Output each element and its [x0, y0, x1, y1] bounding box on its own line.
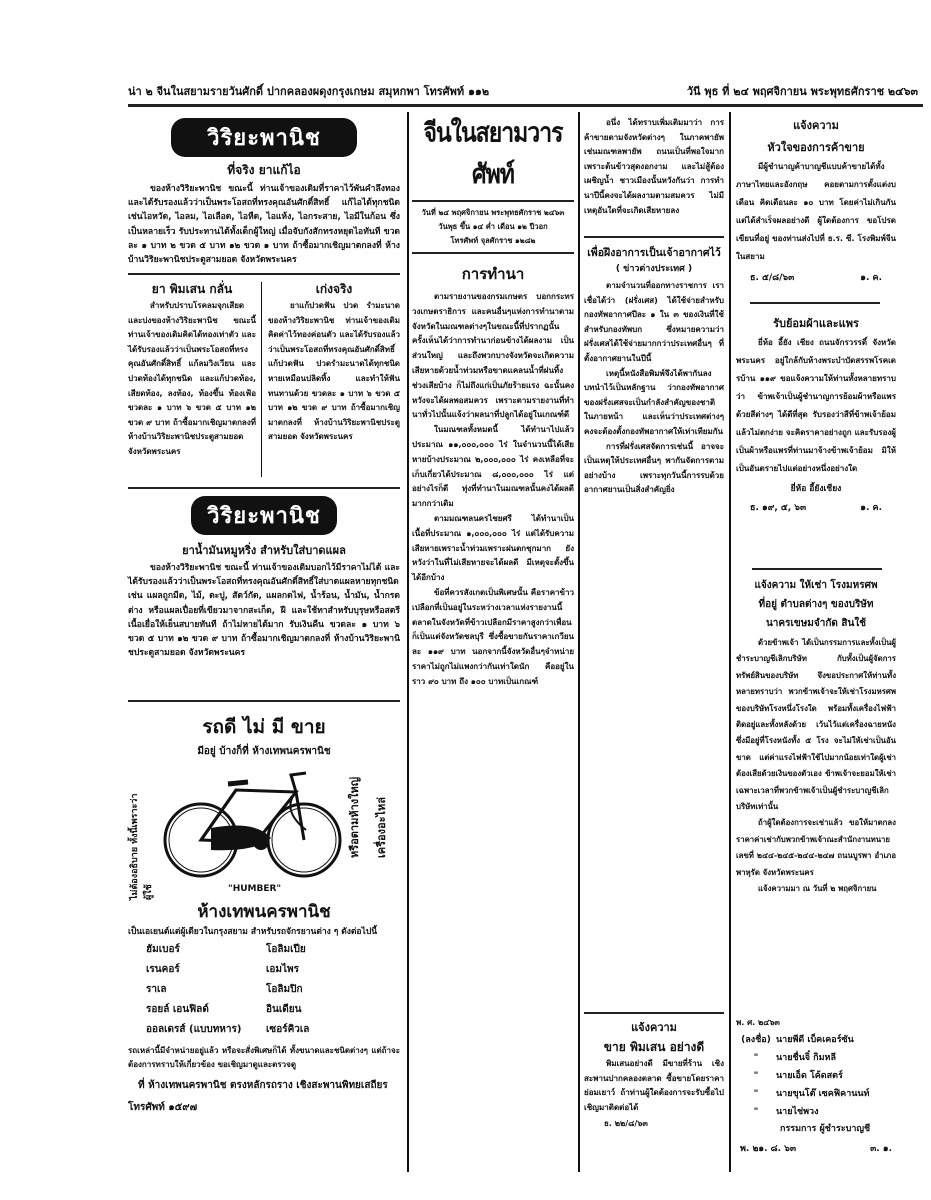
notice-dyeing: [736, 314, 896, 514]
notice-signatories: [736, 1016, 906, 1155]
brand-label: "HUMBER": [228, 884, 282, 894]
signatory-row: " นายขุนโต๊ เซคฟิคานนท์: [753, 1089, 870, 1099]
header-rule: [128, 104, 923, 107]
ad-body: ของห้างวิริยะพานิช ขณะนี้ ท่านเจ้าของเดิมบอกไว้มีราคาไม่ได้ และได้รับรองแล้วว่าเป็นพระโอสถที่ทรงคุณอันศักดิ์สิทธิ์ใส่บาดแผลหายทุกชนิด เช่น แผลถูกมีด, ไม้, ตะปู, สัตว์กัด, แผลกดไฟ, น้ำร้อน, น้ำมัน, น้ำกรดต่าง หรือแผลเปื่อยที่เขียวมาจากสะเก็ด, ฝี และใช้ทาสำหรับบุรุษหรือสตรีเนื้อเยื่อให้เย็นสบายทันที ถ้าไม่หายได้มาก รับเงินคืน ขวดละ ๑ บาท ๖ ขวด ๕ บาท ๑๒ ขวด ๙ บาท ถ้าซื้อมากเชิญมาตกลงที่ ห้างบ้านวิริยะพานิชประตูสามยอด จังหวัดพระนคร: [128, 563, 400, 659]
article-continued: [584, 116, 724, 218]
model-row: ฮัมเบอร์ โอลิมเปีย: [146, 944, 306, 955]
side-text-right: หรือตามห้างใหญ่: [348, 776, 361, 858]
model-row: เรนคอร์ เอมไพร: [146, 964, 300, 975]
ad-viriya-ointment: [128, 496, 400, 660]
news-airforce: [584, 244, 724, 498]
bicycle-model-list: [146, 940, 396, 1040]
notice-ref: พ. ศ. ๒๔๖๓: [736, 1018, 780, 1027]
ad-body: ของห้างวิริยะพานิช ขณะนี้ ท่านเจ้าของเดิมที่ราคาไว้พันคำลึงทอง และได้รับรองแล้วว่าเป็นพระโอสถที่ทรงคุณอันศักดิ์สิทธิ์ แก้ไอได้ทุกชนิด เช่นไอหวัด, ไอลม, ไอเลือด, ไอหืด, ไอแห้ง, ไอกระสาย, ไอมีในก้อน ซึ่งเป็นหลายเร็ว รับประทานได้ทั้งเด็กผู้ใหญ่ เมื่อจับกังสักทรงหยุดไอทันที ขวดละ ๑ บาท ๒ ขวด ๕ บาท ๑๒ ขวด ๑ บาท ถ้าซื้อมากเชิญมาตกลงที่ ห้างบ้านวิริยะพานิชประตูสามยอด จังหวัดพระนคร: [128, 184, 400, 266]
ad-subtitle: มีอยู่ บ้างก็ที่ ห้างเทพนครพานิช: [197, 746, 331, 757]
column-divider: [729, 112, 731, 1172]
article-body: ตามรายงานของกรมเกษตร บอกกระทรวงเกษตราธิการ และคนอื่นๆแห่งการทำนาตามจังหวัดในมณฑลต่างๆในขณะนี้ที่ปรากฏนั้น ครั้งเห็นได้ว่าการทำนาก่อนข้างได้ผลงาม เป็นส่วนใหญ่ และถึงพวกบางจังหวัดจะเกิดความเสียหายด้วยน้ำท่วมหรือขาดแคลนน้ำที่ฝนทิ้งช่วงเสียบ้าง ก็ไม่ถึงแก่เป็นภัยร้ายแรง ฉะนั้นคงหวังจะได้ผลพอสมควร เพราะตามรายงานที่ทำนาทั่วไปนั้นแจ้งว่าผลนาที่ปลูกได้อยู่ในเกณฑ์ดี ในมณฑลทั้งหมดนี้ ได้ทำนาไปแล้วประมาณ ๑๑,๐๐๐,๐๐๐ ไร่ ในจำนวนนี้ได้เสียหายบ้างประมาณ ๒,๐๐๐,๐๐๐ ไร่ คงเหลือที่จะเก็บเกี่ยวได้ประมาณ ๘,๐๐๐,๐๐๐ ไร่ แต่อย่างไรก็ดี ทุ่งที่ทำนาในมณฑลนั้นคงได้ผลดีมากกว่าเดิม ตามมณฑลนครไชยศรี ได้ทำนาเป็นเนื้อที่ประมาณ ๑,๐๐๐,๐๐๐ ไร่ แต่ได้รับความเสียหายเพราะน้ำท่วมเพราะฝนตกชุกมาก ยังหวังว่าในที่ไม่เสียหายจะได้ผลดี มีเหตุจะตั้งขึ้นได้อีกบ้าง ข้อที่ควรสังเกตเป็นพิเศษนั้น คือราคาข้าวเปลือกที่เป็นอยู่ในระหว่างเวลาแห่งรายงานนี้ ตลาดในจังหวัดที่ข้าวเปลือกมีราคาสูงกว่าเพื่อนก็เป็นแต่จังหวัดชลบุรี ซึ่งซื้อขายกันราคาเกวียนละ ๑๑๙ บาท นอกจากนี้จังหวัดอื่นๆจำหน่ายราคาไม่ถูกไม่แพงกว่ากันเท่าใดนัก คืออยู่ในราว ๙๐ บาท ถึง ๑๐๐ บาทเป็นเกณฑ์: [412, 292, 574, 686]
notice-heading: รับย้อมผ้าและแพร: [773, 317, 859, 330]
signatory-list: [736, 1031, 906, 1121]
signatory-row: " นายชื่นจิ๋ กิมหลี: [753, 1053, 836, 1063]
ad-title: รถดี ไม่ มี ขาย: [202, 716, 326, 738]
section-rule: [128, 487, 400, 489]
notice-heading: ที่อยู่ ตำบลต่างๆ ของบริษัท: [758, 599, 874, 610]
ad-intro: เป็นเอเยนต์แต่ผู้เดียวในกรุงสยาม สำหรับรถจักรยานต่าง ๆ ดังต่อไปนี้: [128, 927, 378, 937]
ad-banner: วิริยะพานิช: [191, 496, 337, 535]
notice-accounting: [736, 116, 896, 284]
notice-heading: แจ้งความ ให้เช่า โรงมหรศพ: [754, 580, 878, 591]
ad-bicycle: [128, 708, 400, 1128]
section-rule: [128, 700, 400, 702]
masthead-title: จีนในสยามวารศัพท์: [423, 117, 563, 190]
news-subtitle: ( ข่าวต่างประเทศ ): [615, 264, 693, 274]
notice-heading: หัวใจของการค้าขาย: [767, 141, 865, 154]
bicycle-illustration-icon: [156, 770, 346, 880]
ad-footer: รถเหล่านี้มีจำหน่ายอยู่แล้ว หรือจะสั่งพิเศษก็ได้ ทั้งขนาดและชนิดต่างๆ แต่ถ้าจะต้องการทราบให้เกี่ยวข้อง ขอเชิญมาดูและตรวจดู: [128, 1046, 400, 1070]
ad-toothache: [268, 280, 400, 445]
column-divider: [407, 112, 409, 1172]
ad-body: พิมเสนอย่างดี มีขายที่ร้าน เชิงสะพานปากคลองตลาด ซื้อขายโดยราคาย่อมเยาว์ ถ้าท่านผู้ใดต้องการจะรับซื้อไปเชิญมาติดต่อได้: [584, 1059, 724, 1112]
model-row: ราเล โอลิมปิก: [146, 984, 303, 995]
ad-title: เก่งจริง: [315, 282, 353, 296]
side-text-right: เครื่องอะไหล่: [375, 796, 388, 858]
section-rule: [752, 568, 882, 570]
ad-pimsen: [128, 280, 256, 460]
issue-date: วันที่ ๒๔ พฤศจิกายน พระพุทธศักราช ๒๔๖๓: [421, 208, 565, 217]
masthead-rule: [412, 252, 574, 254]
signatory-row: " นายไช่พวง: [753, 1107, 819, 1117]
header-left: น่า ๒ จีนในสยามรายวันศักดิ์ ปากคลองผดุงกรุงเกษม สมุหกพา โทรศัพท์ ๑๑๒: [128, 85, 490, 98]
section-rule: [584, 1012, 724, 1014]
article-body: อนึ่ง ได้ทราบเพิ่มเติมมาว่า การค้าขายตามจังหวัดต่างๆ ในภาคพายัพ เช่นมณฑลพายัพ ถนนเป็นที่พอใจมากเพราะต้นข้าวสุดงอกงาม และไม่สู้ต้องเผชิญน้ำ ชาวเมืองนั้นหวังกันว่า การทำนาปีนี้คงจะได้ผลงามตามสมควร ไม่มีเหตุอันใดที่จะเกิดเสียหายลง: [584, 118, 724, 215]
issue-phone: โทรศัพท์ จุลศักราช ๑๒๘๒: [450, 236, 536, 245]
news-body: ตามจำนวนที่ออกทางราชการ เราเชื่อได้ว่า (ฝรั่งเศส) ได้ใช้จ่ายสำหรับกองทัพอากาศปีละ ๑ ใน ๓ ของเงินที่ใช้สำหรับกองทัพบก ซึ่งหมายความว่าฝรั่งเศสได้ใช้จ่ายมากกว่าประเทศอื่นๆ ที่ตั้งอากาศยานในปีนี้ เหตุนี้หนังสือพิมพ์จึงได้พากันลงบทนำไว้เป็นหลักฐาน ว่ากองทัพอากาศของฝรั่งเศสจะเป็นกำลังสำคัญของชาติในภายหน้า และเห็นว่าประเทศต่างๆ คงจะต้องตั้งกองทัพอากาศให้เท่าเทียมกัน การที่ฝรั่งเศสจัดการเช่นนี้ อาจจะเป็นเหตุให้ประเทศอื่นๆ พากันจัดการตามอย่างบ้าง เพราะทุกวันนี้การรบด้วยอากาศยานเป็นสิ่งสำคัญยิ่ง: [584, 281, 724, 495]
shop-phone: โทรศัพท์ ๑๕๙๗: [128, 1102, 198, 1113]
signatory-row: (ลงชื่อ) นายพีดี เบ็คเคอร์ซัน: [741, 1035, 854, 1045]
shop-address: ที่ ห้างเทพนครพานิช ตรงหลักรถราง เชิงสะพานพิทยเสถียร: [138, 1080, 388, 1091]
notice-theatre-rental: [736, 576, 896, 898]
ad-pimsen-sale: [584, 1018, 724, 1130]
notice-body: ด้วยข้าพเจ้า ได้เป็นกรรมการและทั้งเป็นผู้ชำระบาญชีเลิกบริษัท กับทั้งเป็นผู้จัดการทรัพย์สินของบริษัท จึงขอประกาศให้ท่านทั้งหลายทราบว่า พวกข้าพเจ้าจะให้เช่าโรงมหรศพ ของบริษัทโรงหนึ่งโรงใด พร้อมทั้งเครื่องไฟฟ้าติดอยู่และทั้งหลังด้วย เว้นไว้แต่เครื่องฉายหนังซึ่งมีอยู่ที่โรงหนังทั้ง ๕ โรง จะไม่ให้เช่าเป็นอันขาด แต่ค่าแรงไฟฟ้าใช้ไปมากน้อยเท่าใดผู้เช่าต้องเสียด้วยเงินของตัวเอง ข้าพเจ้าจะยอมให้เช่าเฉพาะเวลาที่พวกข้าพเจ้าเป็นผู้ชำระบาญชีเลิกบริษัทเท่านั้น ถ้าผู้ใดต้องการจะเช่าแล้ว ขอให้มาตกลงราคาค่าเช่ากับพวกข้าพเจ้าณะสำนักงานทนายเลขที่ ๒๔๔-๒๔๕-๒๔๔-๒๔๗ ถนนบูรพา อำเภอพาหุรัด จังหวัดพระนคร แจ้งความมา ณ วันที่ ๒ พฤศจิกายน: [736, 638, 896, 894]
model-row: ออลเดรส์ (แบบทหาร) เซอร์คิวเล: [146, 1024, 310, 1035]
article-title: การทำนา: [461, 265, 525, 283]
shop-name: ห้างเทพนครพานิช: [197, 902, 331, 922]
ad-viriya-cough: [128, 118, 400, 267]
section-rule: [128, 273, 400, 275]
ad-subtitle: ที่จริง ยาแก้ไอ: [227, 163, 301, 177]
section-rule: [584, 236, 724, 238]
ad-body: ยาแก้ปวดฟัน ปวด รำมะนาด ของห้างวิริยะพานิช ท่านเจ้าของเดิมคิดค่าไว้ทองค่อนตัว และได้รับรองแล้วว่าเป็นพระโอสถที่ทรงคุณอันศักดิ์สิทธิ์ แก้ปวดฟัน ปวดรำมะนาดได้ทุกชนิดหายเหมือนปลิดทิ้ง และทำให้ฟันทนทานด้วย ขวดละ ๑ บาท ๖ ขวด ๕ บาท ๑๒ ขวด ๙ บาท ถ้าซื้อมากเชิญมาตกลงที่ ห้างบ้านวิริยะพานิชประตูสามยอด จังหวัดพระนคร: [268, 301, 400, 442]
header-right: วันี พุธ ที่ ๒๔ พฤศจิกายน พระพุทธศักราช ๒๔๖๓: [686, 85, 918, 98]
notice-signature: ธ. ๑๙, ๕, ๖๓ ๑. ค.: [750, 503, 882, 513]
ad-date: ธ. ๒๒/๘/๖๓: [604, 1119, 648, 1129]
issue-lunar-date: วันพุธ ขึ้น ๑๔ ค่ำ เดือน ๑๒ ปีวอก: [438, 222, 548, 231]
subcolumn-divider: [261, 282, 262, 477]
notice-signer: ยี่ห้อ อี้ยังเชียง: [790, 484, 842, 494]
section-rule: [750, 302, 880, 304]
ad-heading: ขาย พิมเสน อย่างดี: [603, 1040, 705, 1054]
notice-signature: ธ. ๕/๘/๖๓ ๑. ค.: [750, 273, 882, 283]
signatory-row: " นายเอ็ด โค้ดสตร์: [753, 1071, 843, 1081]
signatory-role: กรรมการ ผู้ชำระบาญชี: [780, 1124, 871, 1134]
ad-body: สำหรับปราบโรคลมจุกเสียด และบ่งของห้างวิริยะพานิช ขณะนี้ ท่านเจ้าของเดิมคิดได้ทองเท่าตัว และได้รับรองแล้วว่าเป็นพระโอสถที่ทรงคุณอันศักดิ์สิทธิ์ แก้ลมวิงเวียน และปวดท้องได้ทุกชนิด และแก้ปวดท้อง, เสียดท้อง, ลงท้อง, ท้องขึ้น ท้องเฟ้อ ขวดละ ๑ บาท ๖ ขวด ๕ บาท ๑๒ ขวด ๙ บาท ถ้าซื้อมากเชิญมาตกลงที่ ห้างบ้านวิริยะพานิชประตูสามยอด จังหวัดพระนคร: [128, 301, 256, 456]
masthead-rule: [412, 200, 574, 202]
column-divider: [578, 112, 580, 1172]
ad-banner: วิริยะพานิช: [171, 118, 357, 157]
notice-title: แจ้งความ: [793, 119, 839, 132]
notice-body: มีผู้ชำนาญค้าบาญชีแบบค้าขายได้ทั้งภาษาไทยและอังกฤษ คอยตามการตั้งแต่งบเดือน คิดเดือนละ ๑๐ บาท โดยค่าไม่เกินกัน แต่ได้สำเร็จผลอย่างดี ผู้ใดต้องการ ขอโปรดเขียนที่อยู่ ของท่านส่งไปที่ ธ.ร. ซี. โรงพิมพ์จีนในสยาม: [736, 162, 896, 261]
model-row: รอยล์ เอนฟิลด์ อินเดียน: [146, 1004, 302, 1015]
news-title: เพื่อฝึงอาการเป็นเจ้าอากาศไว้: [587, 247, 721, 259]
ad-title: ยา พิมเสน กลั่น: [151, 282, 233, 296]
notice-heading: นาครเขษมจำกัด สินใช้: [765, 618, 867, 629]
notice-signature: พ. ๒๑. ๘. ๖๓ ๓. ๑.: [740, 1144, 892, 1154]
notice-body: ยี่ห้อ อี้ยัง เชียง ถนนจักรวรรดิ์ จังหวัดพระนคร อยู่ใกล้กับห้างพระบำบัดสรรพโรคเดรบ้าน ๑๑๙ ขอแจ้งความให้ท่านทั้งหลายทราบว่า ข้าพเจ้าเป็นผู้ชำนาญการย้อมผ้าหรือแพรด้วยสีต่างๆ ได้ดีที่สุด รับรองว่าสีที่ข้าพเจ้าย้อมแล้วไม่ตกง่าย จะคิดราคาอย่างถูก และรับรองผู้เป็นผ้าหรือแพรที่ท่านมาจ้างข้าพเจ้าย้อม มิให้เป็นอันตรายไปแต่อย่างหนึ่งอย่างใด: [736, 338, 896, 473]
page-header: [128, 82, 918, 104]
ad-subtitle: ยาน้ำมันหมูหริ่ง สำหรับใส่บาดแผล: [182, 544, 346, 557]
ad-title: แจ้งความ: [631, 1021, 677, 1034]
side-text-left: ไม่ต้องอธิบาย ทั้งนี้เพราะว่า ผู้ใช้: [130, 793, 154, 900]
masthead-block: [412, 118, 574, 690]
